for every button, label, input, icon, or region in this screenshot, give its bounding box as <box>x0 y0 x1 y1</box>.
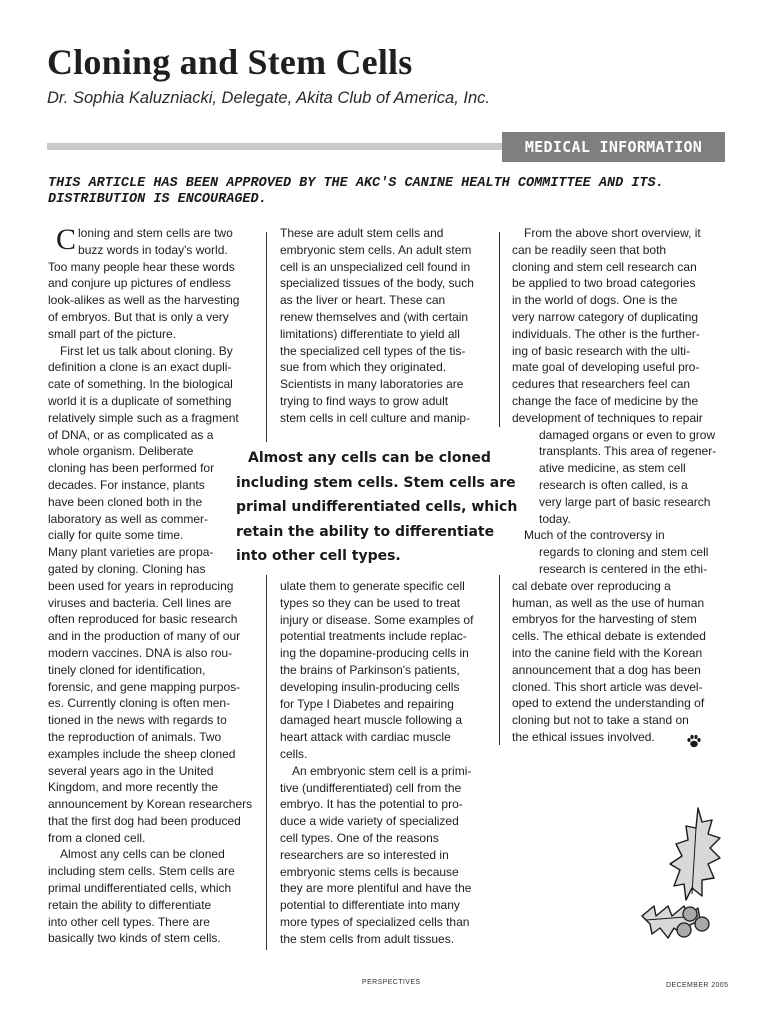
pull-quote <box>236 446 526 569</box>
text-line: heart attack with cardiac muscle <box>280 730 451 745</box>
text-line: several years ago in the United <box>48 763 214 778</box>
text-line: regards to cloning and stem cell <box>539 545 709 560</box>
text-line: ulate them to generate specific cell <box>280 579 465 593</box>
column-divider <box>266 575 267 950</box>
text-line: cell types. One of the reasons <box>280 830 439 845</box>
text-line: definition a clone is an exact dupli- <box>48 360 232 375</box>
text-line: often reproduced for basic research <box>48 612 238 627</box>
author-byline: Dr. Sophia Kaluzniacki, Delegate, Akita Club of America, Inc. <box>47 89 490 107</box>
text-line: can be readily seen that both <box>512 242 667 257</box>
text-line: cloning has been performed for <box>48 461 215 476</box>
text-line: Many plant varieties are propa- <box>48 545 214 560</box>
text-line: injury or disease. Some examples of <box>280 612 474 627</box>
article-column-2-bottom <box>280 578 490 948</box>
text-line: gated by cloning. Cloning has <box>48 561 206 576</box>
text-line: cloning and stem cell research can <box>512 259 697 274</box>
text-line: mate goal of developing useful pro- <box>512 360 700 375</box>
text-line: ing of basic research with the ulti- <box>512 343 691 358</box>
text-line: types so they can be used to treat <box>280 595 461 610</box>
text-line: cloning but not to take a stand on <box>512 713 689 728</box>
text-line: First let us talk about cloning. By <box>60 343 233 358</box>
drop-cap: C <box>56 223 77 256</box>
text-line: into other cell types. There are <box>48 914 210 929</box>
text-line: embryonic stem cells. An adult stem <box>280 242 472 257</box>
text-line: cedures that researchers feel can <box>512 377 691 392</box>
text-line: limitations) differentiate to yield all <box>280 326 460 341</box>
text-line: es. Currently cloning is often men- <box>48 696 231 711</box>
text-line: been used for years in reproducing <box>48 578 234 593</box>
pull-quote-line: retain the ability to differentiate <box>236 523 495 540</box>
text-line: research is centered in the ethi- <box>539 561 708 576</box>
text-line: buzz words in today's world. <box>78 242 228 257</box>
text-line: decades. For instance, plants <box>48 477 205 492</box>
pull-quote-line: primal undifferentiated cells, which <box>236 499 518 515</box>
text-line: cate of something. In the biological <box>48 377 233 392</box>
article-column-2-top <box>280 225 490 427</box>
text-line: very large part of basic research <box>539 494 711 509</box>
text-line: have been cloned both in the <box>48 494 203 509</box>
text-line: oped to extend the understanding of <box>512 696 705 711</box>
text-line: cloned. This short article was devel- <box>512 679 703 694</box>
text-line: renew themselves and (with certain <box>280 309 469 324</box>
text-line: look-alikes as well as the harvesting <box>48 293 240 308</box>
text-line: basically two kinds of stem cells. <box>48 931 221 946</box>
text-line: tioned in the news with regards to <box>48 713 227 728</box>
text-line: viruses and bacteria. Cell lines are <box>48 595 232 610</box>
pull-quote-line: Almost any cells can be cloned <box>248 450 491 466</box>
text-line: the specialized cell types of the tis- <box>280 343 466 358</box>
approval-line: THIS ARTICLE HAS BEEN APPROVED BY THE AKC'S CANINE HEALTH COMMITTEE AND ITS. <box>48 176 664 191</box>
text-line: for Type I Diabetes and repairing <box>280 696 454 711</box>
text-line: tive (undifferentiated) cell from the <box>280 780 462 795</box>
text-line: embryos for the harvesting of stem <box>512 612 697 627</box>
text-line: the reproduction of animals. Two <box>48 729 222 744</box>
text-line: stem cells in cell culture and manip- <box>280 410 471 425</box>
header-rule <box>47 143 503 150</box>
text-line: development of techniques to repair <box>512 410 703 425</box>
footer-date: DECEMBER 2005 <box>666 982 729 989</box>
text-line: be applied to two broad categories <box>512 276 696 291</box>
text-line: potential treatments include replac- <box>280 629 467 644</box>
text-line: of DNA, or as complicated as a <box>48 427 214 442</box>
text-line: Scientists in many laboratories are <box>280 377 464 392</box>
text-line: trying to find ways to grow adult <box>280 393 449 408</box>
text-line: examples include the sheep cloned <box>48 746 236 761</box>
pull-quote-line: into other cell types. <box>236 548 401 564</box>
text-line: as the liver or heart. These can <box>280 293 446 308</box>
text-line: Almost any cells can be cloned <box>60 847 225 862</box>
text-line: primal undifferentiated cells, which <box>48 881 232 896</box>
text-line: human, as well as the use of human <box>512 595 705 610</box>
paw-icon <box>686 733 702 749</box>
text-line: the stem cells from adult tissues. <box>280 931 455 946</box>
text-line: from a cloned cell. <box>48 830 146 845</box>
text-line: tinely cloned for identification, <box>48 662 206 677</box>
text-line: cells. The ethical debate is extended <box>512 629 706 644</box>
text-line: researchers are so interested in <box>280 847 449 862</box>
text-line: world it is a duplicate of something <box>48 393 232 408</box>
text-line: ative medicine, as stem cell <box>539 461 686 476</box>
text-line: more types of specialized cells than <box>280 914 470 929</box>
text-line: cal debate over reproducing a <box>512 578 671 593</box>
footer-publication: PERSPECTIVES <box>362 979 421 986</box>
text-line: in the world of dogs. One is the <box>512 293 678 308</box>
text-line: whole organism. Deliberate <box>48 444 194 459</box>
text-line: research is often called, is a <box>539 477 688 492</box>
text-line: individuals. The other is the further- <box>512 326 700 341</box>
approval-notice <box>48 176 738 208</box>
text-line: including stem cells. Stem cells are <box>48 864 235 879</box>
text-line: These are adult stem cells and <box>280 226 444 240</box>
holly-icon <box>640 804 730 944</box>
text-line: announcement by Korean researchers <box>48 797 253 812</box>
text-line: An embryonic stem cell is a primi- <box>292 763 472 778</box>
text-line: of embryos. But that is only a very <box>48 309 229 324</box>
pull-quote-line: including stem cells. Stem cells are <box>236 474 516 491</box>
text-line: retain the ability to differentiate <box>48 897 212 912</box>
text-line: potential to differentiate into many <box>280 898 460 913</box>
text-line: cell is an unspecialized cell found in <box>280 259 471 274</box>
text-line: today. <box>539 511 571 526</box>
text-line: announcement that a dog has been <box>512 662 701 677</box>
text-line: into the canine field with the Korean <box>512 645 703 660</box>
text-line: very narrow category of duplicating <box>512 309 699 324</box>
text-line: cially for quite some time. <box>48 528 184 543</box>
text-line: Kingdom, and more recently the <box>48 780 219 795</box>
text-line: and conjure up pictures of endless <box>48 276 231 291</box>
text-line: damaged organs or even to grow <box>539 427 716 442</box>
text-line: damaged heart muscle following a <box>280 713 463 728</box>
text-line: forensic, and gene mapping purpos- <box>48 679 241 694</box>
text-line: and in the production of many of our <box>48 629 241 644</box>
text-line: developing insulin-producing cells <box>280 679 460 694</box>
column-divider <box>499 232 500 427</box>
text-line: small part of the picture. <box>48 326 177 341</box>
text-line: cells. <box>280 746 308 761</box>
column-divider <box>266 232 267 442</box>
text-line: they are more plentiful and have the <box>280 881 472 896</box>
text-line: embryo. It has the potential to pro- <box>280 797 463 812</box>
article-column-3 <box>512 225 727 746</box>
text-line: specialized tissues of the body, such <box>280 276 474 291</box>
column-divider <box>499 575 500 745</box>
article-title: Cloning and Stem Cells <box>47 42 413 82</box>
text-line: transplants. This area of regener- <box>539 444 717 459</box>
text-line: the ethical issues involved. <box>512 729 655 744</box>
text-line: sue from which they originated. <box>280 360 447 375</box>
text-line: laboratory as well as commer- <box>48 511 209 526</box>
text-line: change the face of medicine by the <box>512 393 699 408</box>
article-column-1 <box>48 225 258 947</box>
text-line: duce a wide variety of specialized <box>280 814 459 829</box>
text-line: modern vaccines. DNA is also rou- <box>48 645 233 660</box>
text-line: Too many people hear these words <box>48 259 235 274</box>
text-line: ing the dopamine-producing cells in <box>280 646 469 661</box>
text-line: From the above short overview, it <box>524 226 701 240</box>
section-label: MEDICAL INFORMATION <box>502 132 725 162</box>
text-line: the brains of Parkinson's patients, <box>280 662 460 677</box>
text-line: that the first dog had been produced <box>48 813 241 828</box>
text-line: relatively simple such as a fragment <box>48 410 239 425</box>
text-line: Much of the controversy in <box>524 528 665 543</box>
text-line: embryonic stems cells is because <box>280 864 459 879</box>
text-line: loning and stem cells are two <box>78 226 233 240</box>
approval-line: DISTRIBUTION IS ENCOURAGED. <box>48 192 267 207</box>
